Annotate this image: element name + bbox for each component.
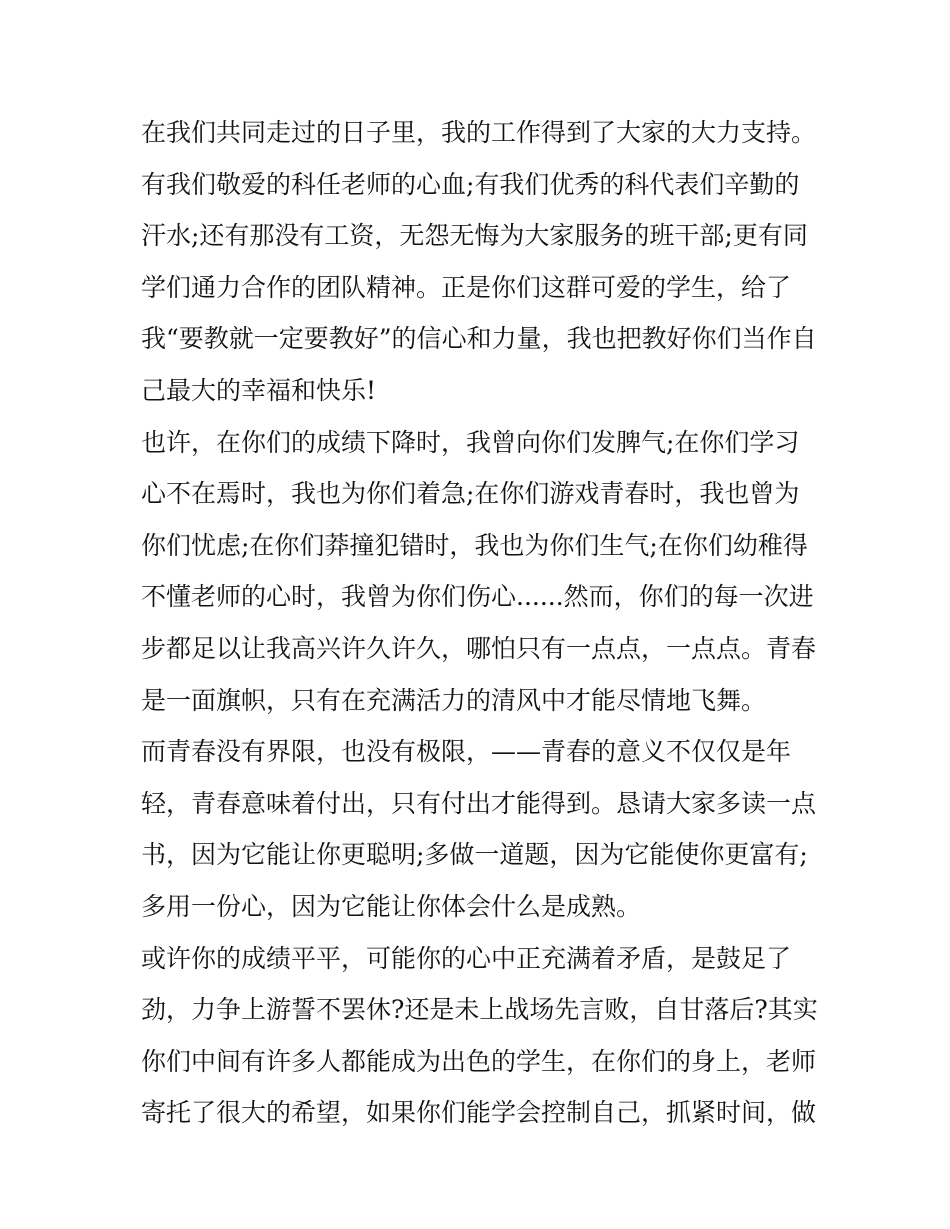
text-line: 学们通力合作的团队精神。正是你们这群可爱的学生，给了 bbox=[141, 272, 792, 302]
text-line: 轻，青春意味着付出，只有付出才能得到。恳请大家多读一点 bbox=[141, 788, 817, 818]
body-text bbox=[141, 107, 821, 1139]
text-line: 步都足以让我高兴许久许久，哪怕只有一点点，一点点。青春 bbox=[141, 633, 817, 663]
text-line: 劲，力争上游誓不罢休?还是未上战场先言败，自甘落后?其实 bbox=[141, 995, 818, 1025]
text-line: 在我们共同走过的日子里，我的工作得到了大家的大力支持。 bbox=[141, 118, 817, 147]
text-line: 多用一份心，因为它能让你体会什么是成熟。 bbox=[141, 891, 642, 921]
text-line: 而青春没有界限，也没有极限，——青春的意义不仅仅是年 bbox=[141, 737, 792, 767]
text-line: 有我们敬爱的科任老师的心血;有我们优秀的科代表们辛勤的 bbox=[141, 169, 800, 199]
text-line: 心不在焉时，我也为你们着急;在你们游戏青春时，我也曾为 bbox=[141, 479, 800, 509]
text-line: 不懂老师的心时，我曾为你们伤心......然而，你们的每一次进 bbox=[141, 582, 814, 612]
text-line: 我“要教就一定要教好”的信心和力量，我也把教好你们当作自 bbox=[141, 324, 817, 354]
text-line: 是一面旗帜，只有在充满活力的清风中才能尽情地飞舞。 bbox=[141, 685, 767, 715]
text-line: 汗水;还有那没有工资，无怨无悔为大家服务的班干部;更有同 bbox=[141, 221, 808, 251]
text-line: 你们中间有许多人都能成为出色的学生，在你们的身上，老师 bbox=[141, 1046, 817, 1076]
text-line: 或许你的成绩平平，可能你的心中正充满着矛盾，是鼓足了 bbox=[141, 943, 792, 973]
text-line: 寄托了很大的希望，如果你们能学会控制自己，抓紧时间，做 bbox=[141, 1098, 817, 1128]
text-line: 也许，在你们的成绩下降时，我曾向你们发脾气;在你们学习 bbox=[141, 427, 800, 457]
text-line: 己最大的幸福和快乐! bbox=[141, 375, 377, 405]
text-line: 你们忧虑;在你们莽撞犯错时，我也为你们生气;在你们幼稚得 bbox=[141, 530, 808, 560]
text-line: 书，因为它能让你更聪明;多做一道题，因为它能使你更富有; bbox=[141, 840, 808, 870]
